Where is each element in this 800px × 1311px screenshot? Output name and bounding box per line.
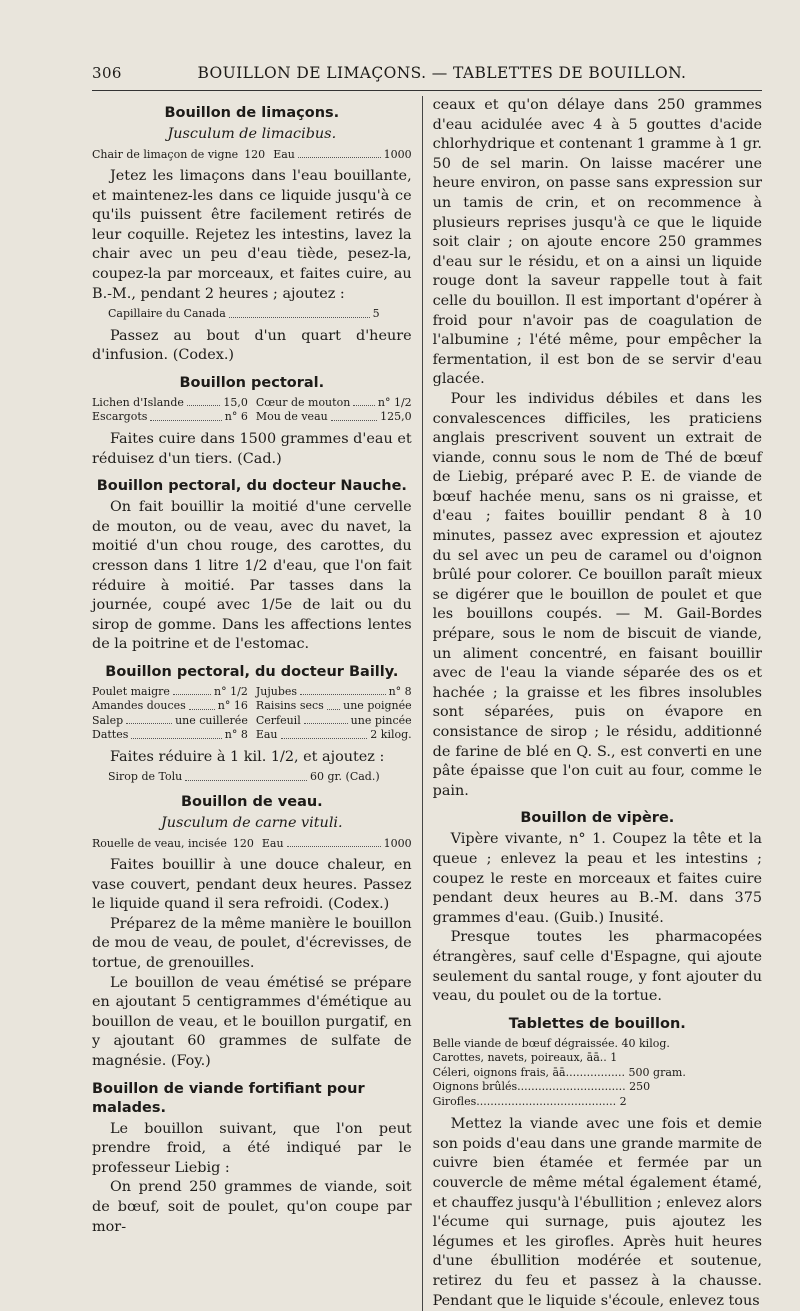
recipe-table	[92, 685, 412, 743]
ingredient-qty: n° 16	[217, 699, 248, 713]
recipe-row	[92, 837, 412, 852]
ingredient-name: Jujubes	[255, 684, 298, 698]
recipe-row	[92, 714, 412, 729]
ingredient-name: Capillaire du Canada	[108, 307, 226, 321]
recipe-row	[92, 410, 412, 425]
ingredient-qty: n° 6	[224, 410, 248, 424]
section-title: Bouillon de veau.	[180, 793, 323, 810]
section-title: Bouillon pectoral, du docteur Bailly.	[105, 663, 399, 680]
ingredient-name: Rouelle de veau, incisée	[92, 836, 227, 850]
ingredient-qty: n° 1/2	[377, 395, 412, 409]
ingredient-name: Salep	[92, 713, 124, 727]
ingredient-qty: une pincée	[350, 713, 412, 727]
ingredient-name: Eau	[255, 728, 278, 742]
recipe-table	[92, 396, 412, 425]
column-divider	[422, 96, 423, 1311]
paragraph: Le bouillon de veau émétisé se prépare en ajoutant 5 centigrammes d'émétique au bouillon de veau, et le bouillon purgatif, en y ajoutant 60 grammes de sulfate de magnésie. (Foy.)	[92, 974, 412, 1069]
section-title: Bouillon de limaçons.	[164, 105, 340, 121]
section-title: Bouillon pectoral.	[179, 374, 325, 391]
paragraph: Faites cuire dans 1500 grammes d'eau et réduisez d'un tiers. (Cad.)	[92, 430, 412, 467]
ingredient-name: Chair de limaçon de vigne	[92, 147, 239, 161]
ingredient-qty: 120	[232, 836, 254, 850]
page-header	[92, 60, 762, 86]
section-title: Bouillon de vipère.	[520, 810, 675, 827]
paragraph: Faites bouillir à une douce chaleur, en vase couvert, pendant deux heures. Passez le liquide quand il sera refroidi. (Codex.)	[92, 857, 412, 913]
recipe-table	[433, 1037, 762, 1110]
ingredient-qty: 5	[372, 307, 380, 321]
ingredient-name: Eau	[261, 836, 284, 850]
ingredient-qty: 120	[244, 147, 266, 161]
paragraph: Passez au bout d'un quart d'heure d'infusion. (Codex.)	[92, 327, 412, 364]
paragraph: Préparez de la même manière le bouillon de mou de veau, de poulet, d'écrevisses, de tortue, de grenouilles.	[92, 915, 412, 972]
ingredient-qty: n° 8	[224, 728, 248, 742]
recipe-table	[92, 307, 412, 322]
ingredient-qty: 2 kilog.	[370, 728, 412, 742]
right-column	[433, 96, 762, 1311]
recipe-row	[92, 699, 412, 714]
paragraph: Jetez les limaçons dans l'eau bouillante, et maintenez-les dans ce liquide jusqu'à ce qu'ils puissent être facilement retirés de leur coquille. Rejetez les intestins, lavez la chair avec un peu d'eau tiède, pesez-la, coupez-la par morceaux, et faites cuire, au B.-M., pendant 2 heures ; ajoutez :	[92, 168, 412, 302]
recipe-table	[92, 837, 412, 852]
ingredient-name: Poulet maigre	[92, 684, 170, 698]
section-title: Bouillon pectoral, du docteur Nauche.	[96, 478, 407, 495]
running-title: BOUILLON DE LIMAÇONS. — TABLETTES DE BOUILLON.	[197, 64, 687, 82]
ingredient-qty: 1000	[383, 147, 412, 161]
recipe-row: Girofles........................................ 2	[432, 1094, 627, 1108]
ingredient-qty: 15,0	[223, 395, 248, 409]
recipe-row	[92, 396, 412, 411]
ingredient-name: Cerfeuil	[255, 713, 301, 727]
recipe-table	[92, 770, 412, 785]
text-columns	[92, 96, 762, 1311]
ingredient-name: Escargots	[92, 410, 148, 424]
ingredient-name: Eau	[273, 147, 295, 161]
paragraph: Mettez la viande avec une fois et demie son poids d'eau dans une grande marmite de cuivre bien étamée et fermée par un couvercle de même métal également étamé, et chauffez jusqu'à l'ébullition ; enlevez alors l'écume qui surnage, puis ajoutez les légumes et les girofles. Après huit heures d'une ébullition modérée et soutenue, retirez du feu et passez à la chausse. Pendant que le liquide s'écoule, enlevez tous	[432, 1116, 762, 1309]
ingredient-qty: une cuillerée	[175, 713, 248, 727]
ingredient-name: Sirop de Tolu	[108, 770, 183, 784]
recipe-row	[92, 307, 412, 322]
recipe-row	[92, 148, 412, 163]
recipe-row: Oignons brûlés............................... 250	[432, 1080, 651, 1094]
latin-title: Jusculum de limacibus.	[167, 126, 337, 142]
paragraph: Le bouillon suivant, que l'on peut prendre froid, a été indiqué par le professeur Liebig :	[92, 1120, 412, 1176]
header-rule	[92, 90, 762, 91]
ingredient-name: Dattes	[92, 728, 129, 742]
section-title: Tablettes de bouillon.	[508, 1015, 686, 1032]
ingredient-name: Amandes douces	[92, 699, 186, 713]
ingredient-qty: 1000	[383, 836, 412, 850]
page-number: 306	[92, 64, 122, 82]
paragraph: Faites réduire à 1 kil. 1/2, et ajoutez :	[110, 748, 385, 765]
ingredient-name: Raisins secs	[255, 699, 324, 713]
recipe-table	[92, 148, 412, 163]
section-title: Bouillon de viande fortifiant pour malades.	[92, 1080, 365, 1116]
paragraph: ceaux et qu'on délaye dans 250 grammes d'eau acidulée avec 4 à 5 gouttes d'acide chlorhydrique et contenant 1 gramme à 1 gr. 50 de sel marin. On laisse macérer une heure environ, on passe sans expression sur un tamis de crin, et on recommence à plusieurs reprises jusqu'à ce que le liquide soit clair ; on ajoute encore 250 grammes d'eau sur le résidu, et on a ainsi un liquide rouge dont la saveur rappelle tout à fait celle du bouillon. Il est important d'opérer à froid pour n'avoir pas de coagulation de l'albumine ; l'été même, pour empêcher la fermentation, il est bon de se servir d'eau glacée.	[432, 97, 762, 388]
recipe-row	[92, 770, 412, 785]
recipe-row: Carottes, navets, poireaux, āā.. 1	[432, 1051, 618, 1065]
recipe-row	[92, 685, 412, 700]
ingredient-qty: n° 1/2	[214, 684, 248, 698]
paragraph: Vipère vivante, n° 1. Coupez la tête et la queue ; enlevez la peau et les intestins ; coupez le reste en morceaux et faites cuire pendant deux heures au B.-M. dans 375 grammes d'eau. (Guib.) Inusité.	[432, 831, 762, 926]
ingredient-name: Lichen d'Islande	[92, 395, 184, 409]
recipe-row	[92, 728, 412, 743]
left-column	[92, 96, 412, 1311]
ingredient-qty: n° 8	[388, 684, 412, 698]
paragraph: Pour les individus débiles et dans les convalescences difficiles, les praticiens anglais prescrivent souvent un extrait de viande, connu sous le nom de Thé de bœuf de Liebig, préparé avec P. E. de viande de bœuf hachée menu, sans os ni graisse, et d'eau ; faites bouillir pendant 8 à 10 minutes, passez avec expression et ajoutez du sel avec un peu de caramel ou d'oignon brûlé pour colorer. Ce bouillon paraît mieux se digérer que le bouillon de poulet et que les bouillons coupés. — M. Gail-Bordes prépare, sous le nom de biscuit de viande, un aliment concentré, en faisant bouillir avec de l'eau la viande séparée des os et hachée ; la graisse et les fibres insolubles sont séparées, puis on évapore en consistance de sirop ; le résidu, additionné de farine de blé en Q. S., est converti en une pâte épaisse que l'on cuit au four, comme le pain.	[432, 390, 762, 799]
ingredient-name: Cœur de mouton	[255, 395, 351, 409]
ingredient-qty: 60 gr. (Cad.)	[309, 770, 380, 784]
recipe-row: Belle viande de bœuf dégraissée. 40 kilog.	[432, 1036, 670, 1050]
paragraph: On prend 250 grammes de viande, soit de bœuf, soit de poulet, qu'on coupe par mor-	[92, 1179, 412, 1235]
ingredient-qty: une poignée	[343, 699, 412, 713]
latin-title: Jusculum de carne vituli.	[161, 814, 343, 831]
recipe-row: Céleri, oignons frais, āā................. 500 gram.	[432, 1065, 686, 1079]
paragraph: On fait bouillir la moitié d'une cervelle de mouton, ou de veau, avec du navet, la moitié d'un chou rouge, des carottes, du cresson dans 1 litre 1/2 d'eau, que l'on fait réduire à moitié. Par tasses dans la journée, coupé avec 1/5e de lait ou du sirop de gomme. Dans les affections lentes de la poitrine et de l'estomac.	[92, 499, 412, 653]
ingredient-qty: 125,0	[380, 410, 412, 424]
paragraph: Presque toutes les pharmacopées étrangères, sauf celle d'Espagne, qui ajoute seulement du santal rouge, y font ajouter du veau, du poulet ou de la tortue.	[432, 929, 762, 1005]
ingredient-name: Mou de veau	[255, 410, 328, 424]
